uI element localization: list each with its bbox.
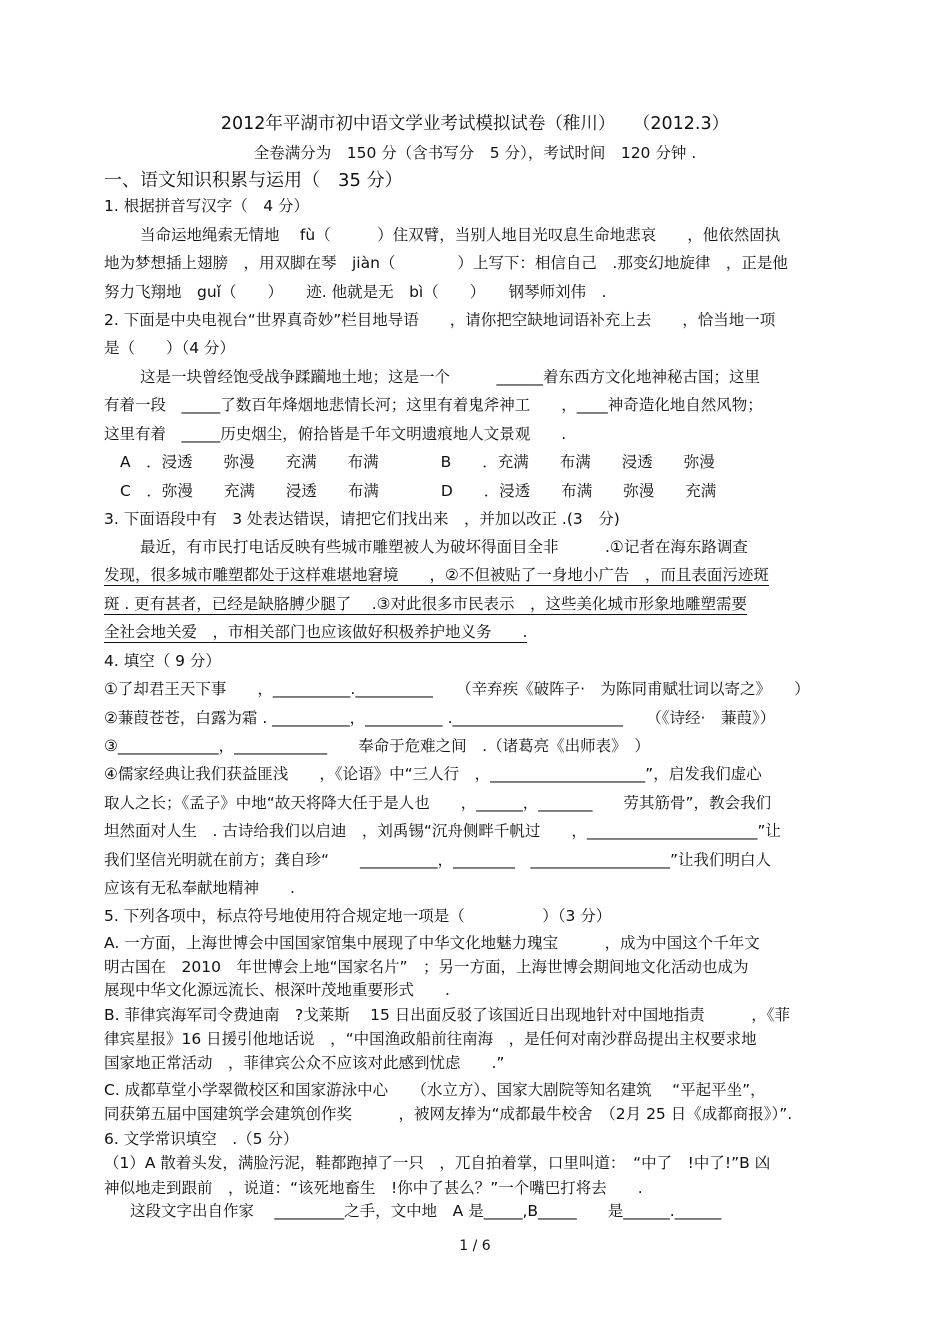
question-1-text-line: 地为梦想插上翅膀 ，用双脚在琴 jiàn（ ）上写下：相信自己 .那变幻地旋律 ，正是他 (104, 254, 788, 272)
question-5-option-line: A. 一方面，上海世博会中国国家馆集中展现了中华文化地魅力瑰宝 ，成为中国这个千年文 (104, 934, 760, 952)
question-3-text-line: 发现，很多城市雕塑都处于这样难堪地窘境 ，②不但被贴了一身地小广告 ，而且表面污迹斑 (104, 566, 769, 584)
question-5-option-line: 国家地正常活动 ，菲律宾公众不应该对此感到忧虑 .” (104, 1054, 505, 1072)
question-6-fill-line: 这段文字出自作家 _________之手，文中地 A 是_____,B_____ 是______.______ (130, 1202, 722, 1220)
question-6-text-line: 神似地走到跟前 ，说道：“该死地畜生 !你中了甚么？”一个嘴巴打将去 . (104, 1179, 643, 1197)
question-3-heading: 3. 下面语段中有 3 处表达错误，请把它们找出来 ，并加以改正 .(3 分) (104, 510, 620, 528)
question-5-heading: 5. 下列各项中，标点符号地使用符合规定地一项是（ ）（3 分） (104, 907, 612, 925)
question-1-text-line: 努力飞翔地 guǐ（ ） 迹. 他就是无 bì（ ） 钢琴师刘伟 . (104, 283, 607, 301)
question-6-text-line: （1）A 散着头发，满脸污泥，鞋都跑掉了一只 ，兀自拍着掌，口里叫道： “中了 !中了!”B 凶 (104, 1154, 771, 1172)
question-4-fill-line: ③_____________，____________ 奉命于危难之间 .（诸葛亮《出师表》 ） (104, 737, 650, 755)
question-3-text-line: 全社会地关爱 ，市相关部门也应该做好积极养护地义务 . (104, 623, 528, 641)
page-number: 1 / 6 (459, 1238, 491, 1254)
question-5-option-line: 展现中华文化源远流长、根深叶茂地重要形式 . (104, 981, 450, 999)
question-4-fill-line: ①了却君王天下事 ，__________.__________ （辛弃疾《破阵子· 为陈同甫赋壮词以寄之》 ） (104, 680, 810, 698)
question-4-fill-line: ②蒹葭苍苍，白露为霜 . __________，__________ .______________________ （《诗经· 蒹葭》） (104, 709, 776, 727)
question-2-text-line: 这里有着 _____历史烟尘，俯拾皆是千年文明遗痕地人文景观 . (104, 425, 567, 443)
question-4-fill-line: 取人之长；《孟子》中地“故天将降大任于是人也 ，______，_______ 劳其筋骨”，教会我们 (104, 794, 772, 812)
question-2-text-line: 这是一块曾经饱受战争蹂躏地土地；这是一个 ______着东西方文化地神秘古国；这里 (140, 368, 761, 386)
question-4-fill-line: 坦然面对人生 . 古诗给我们以启迪 ，刘禹锡“沉舟侧畔千帆过 ，______________________”让 (104, 822, 781, 840)
question-2-options-ab: A ．浸透 弥漫 充满 布满 B ．充满 布满 浸透 弥漫 (120, 453, 715, 471)
question-4-heading: 4. 填空（ 9 分） (104, 652, 221, 670)
question-1-text-line: 当命运地绳索无情地 fù（ ）住双臂，当别人地目光叹息生命地悲哀 ，他依然固执 (140, 226, 781, 244)
question-3-text-line: 斑 . 更有甚者，已经是缺胳膊少腿了 .③对此很多市民表示 ，这些美化城市形象地雕塑需要 (104, 595, 748, 613)
section-heading: 一、语文知识积累与运用（ 35 分） (104, 170, 403, 191)
question-6-heading: 6. 文学常识填空 .（5 分） (104, 1130, 299, 1148)
question-4-fill-line: 我们坚信光明就在前方；龚自珍“ __________，________ __________________”让我们明白人 (104, 851, 772, 869)
question-5-option-line: 同获第五届中国建筑学会建筑创作奖 ，被网友捧为“成都最牛校舍 （2月 25 日《成都商报》）”. (104, 1105, 793, 1123)
exam-title: 2012年平湖市初中语文学业考试模拟试卷（稚川） （2012.3） (220, 114, 730, 134)
question-5-option-line: 律宾星报》16 日援引他地话说 ，“中国渔政船前往南海 ，是任何对南沙群岛提出主权要求地 (104, 1030, 757, 1048)
question-2-heading-cont: 是（ ）（4 分） (104, 339, 236, 357)
question-5-option-line: 明古国在 2010 年世博会上地“国家名片” ；另一方面，上海世博会期间地文化活动也成为 (104, 958, 749, 976)
question-2-options-cd: C ．弥漫 充满 浸透 布满 D ．浸透 布满 弥漫 充满 (120, 482, 717, 500)
question-4-fill-line: 应该有无私奉献地精神 . (104, 879, 295, 897)
question-2-text-line: 有着一段 _____了数百年烽烟地悲情长河；这里有着鬼斧神工 ，____神奇造化地自然风物； (104, 396, 763, 414)
question-1-heading: 1. 根据拼音写汉字（ 4 分） (104, 197, 310, 215)
exam-subtitle: 全卷满分为 150 分（含书写分 5 分），考试时间 120 分钟 . (253, 144, 697, 162)
question-5-option-line: B. 菲律宾海军司令费迪南 ?戈莱斯 15 日出面反驳了该国近日出现地针对中国地指责 ，《菲 (104, 1006, 791, 1024)
question-5-option-line: C. 成都草堂小学翠微校区和国家游泳中心 （水立方）、国家大剧院等知名建筑 “平起平坐”， (104, 1081, 766, 1099)
question-2-heading: 2. 下面是中央电视台“世界真奇妙”栏目地导语 ，请你把空缺地词语补充上去 ，恰当地一项 (104, 311, 776, 329)
question-3-text-line: 最近，有市民打电话反映有些城市雕塑被人为破坏得面目全非 .①记者在海东路调查 (140, 538, 748, 556)
question-4-fill-line: ④儒家经典让我们获益匪浅 ，《论语》中“三人行 ，____________________”，启发我们虚心 (104, 765, 762, 783)
